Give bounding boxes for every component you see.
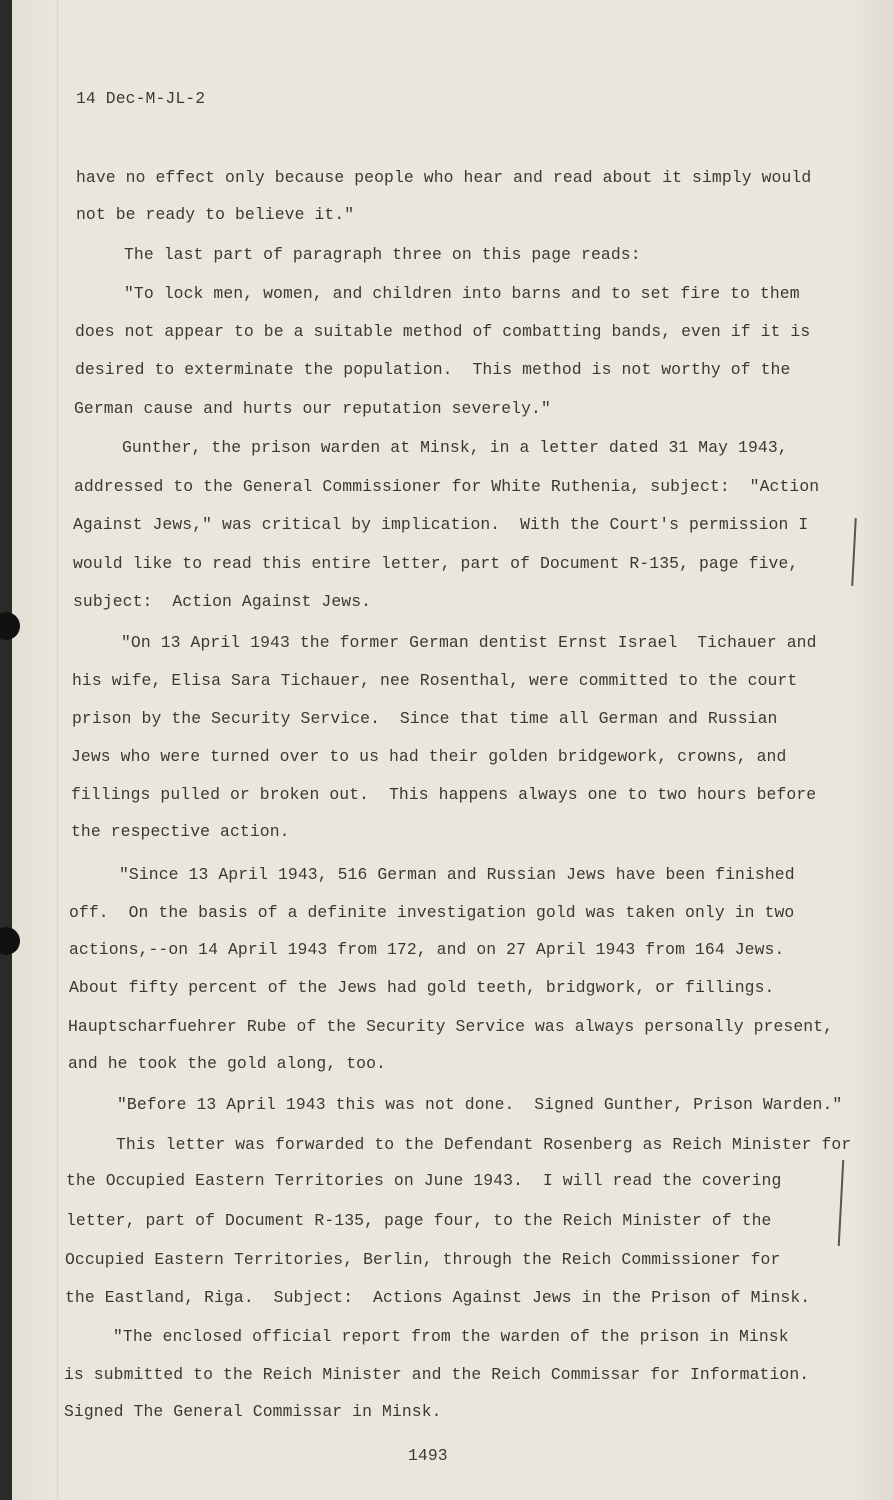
text-line: "On 13 April 1943 the former German dentist Ernst Israel Tichauer and xyxy=(121,633,817,652)
text-line: off. On the basis of a definite investigation gold was taken only in two xyxy=(69,903,795,922)
text-line: have no effect only because people who hear and read about it simply would xyxy=(76,168,812,187)
page-number: 1493 xyxy=(408,1446,448,1465)
text-line: "Before 13 April 1943 this was not done. Signed Gunther, Prison Warden." xyxy=(117,1095,843,1114)
text-line: Against Jews," was critical by implication. With the Court's permission I xyxy=(73,515,809,534)
margin-rule xyxy=(57,0,58,1500)
text-line: subject: Action Against Jews. xyxy=(73,592,372,611)
text-line: his wife, Elisa Sara Tichauer, nee Rosenthal, were committed to the court xyxy=(72,671,798,690)
text-line: the Eastland, Riga. Subject: Actions Against Jews in the Prison of Minsk. xyxy=(65,1288,811,1307)
text-line: would like to read this entire letter, part of Document R-135, page five, xyxy=(73,554,799,573)
text-line: The last part of paragraph three on this page reads: xyxy=(124,245,641,264)
text-line: Jews who were turned over to us had their golden bridgework, crowns, and xyxy=(71,747,787,766)
text-line: the Occupied Eastern Territories on June 1943. I will read the covering xyxy=(66,1171,782,1190)
text-line: "Since 13 April 1943, 516 German and Russian Jews have been finished xyxy=(119,865,795,884)
text-line: "To lock men, women, and children into barns and to set fire to them xyxy=(124,284,800,303)
text-line: "The enclosed official report from the warden of the prison in Minsk xyxy=(113,1327,789,1346)
text-line: actions,--on 14 April 1943 from 172, and on 27 April 1943 from 164 Jews. xyxy=(69,940,785,959)
text-line: Hauptscharfuehrer Rube of the Security Service was always personally present, xyxy=(68,1017,834,1036)
text-line: Signed The General Commissar in Minsk. xyxy=(64,1402,442,1421)
text-line: Gunther, the prison warden at Minsk, in a letter dated 31 May 1943, xyxy=(122,438,788,457)
document-header: 14 Dec-M-JL-2 xyxy=(76,89,206,108)
text-line: prison by the Security Service. Since that time all German and Russian xyxy=(72,709,778,728)
text-line: About fifty percent of the Jews had gold teeth, bridgwork, or fillings. xyxy=(69,978,775,997)
text-line: German cause and hurts our reputation severely." xyxy=(74,399,551,418)
text-line: and he took the gold along, too. xyxy=(68,1054,386,1073)
text-line: does not appear to be a suitable method of combatting bands, even if it is xyxy=(75,322,811,341)
text-line: This letter was forwarded to the Defendant Rosenberg as Reich Minister for xyxy=(116,1135,852,1154)
text-line: letter, part of Document R-135, page four, to the Reich Minister of the xyxy=(66,1211,772,1230)
text-line: fillings pulled or broken out. This happens always one to two hours before xyxy=(71,785,817,804)
text-line: not be ready to believe it." xyxy=(76,205,355,224)
text-line: the respective action. xyxy=(71,822,290,841)
text-line: is submitted to the Reich Minister and the Reich Commissar for Information. xyxy=(64,1365,810,1384)
text-line: addressed to the General Commissioner for White Ruthenia, subject: "Action xyxy=(74,477,820,496)
text-line: desired to exterminate the population. This method is not worthy of the xyxy=(75,360,791,379)
text-line: Occupied Eastern Territories, Berlin, through the Reich Commissioner for xyxy=(65,1250,781,1269)
